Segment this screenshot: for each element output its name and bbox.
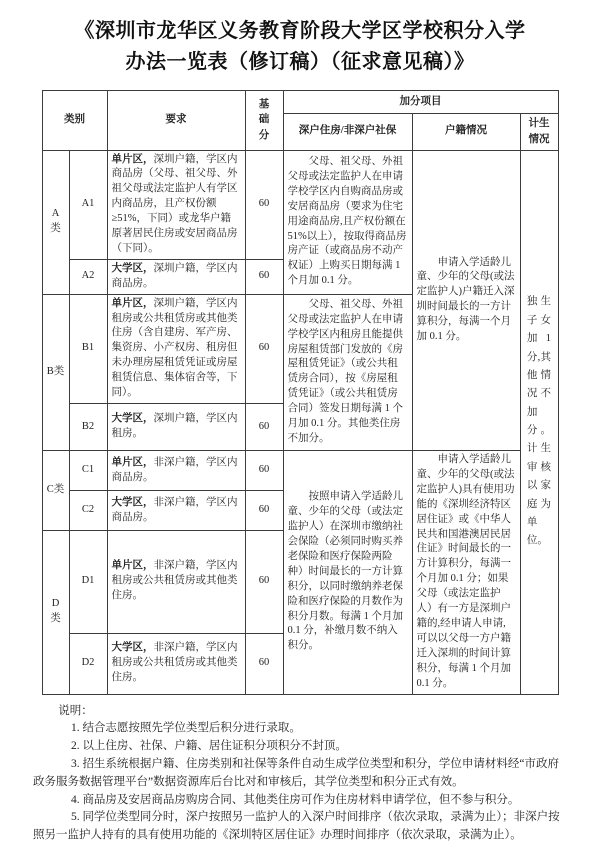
hukou-cell-CD: 申请入学适龄儿童、少年的父母(或法定监护人)具有使用功能的《深圳经济特区居住证》或《中华人民共和国港澳居民居住证》时间最长的一方计算积分，每满一个月加 0.1 分；如果父母（或法定监护人）有一方是深圳户籍的,经申请人申请,可以以父母一方户籍迁入深圳的时间计算积分，每满 1 个月加 0.1 分。 [412,451,520,695]
note-item-5: 5. 同学位类型同分时，深户按照另一监护人的入深户时间排序（依次录取，录满为止）；非深户按照另一监护人持有的具有使用功能的《深圳特区居住证》办理时间排序（依次录取，录满为止）。 [33,809,570,845]
requirement-text-C2: 非深户籍，学区内商品房。 [112,497,238,523]
family-planning-text: 独生子女加1分,其他情况不加分。计生审核以家庭为单位。 [527,293,551,550]
requirement-text-D1: 非深户籍，学区内租房或公共租赁房或其他类住房。 [112,560,238,601]
category-cell-C: C类 [42,451,69,531]
code-cell-D2: D2 [69,633,107,694]
requirement-cell-C2 [107,491,245,531]
base-score-cell-B1: 60 [245,294,283,403]
requirement-lead-C2: 大学区， [112,497,154,508]
social-insurance-cell-CD: 按照申请入学适龄儿童、少年的父母（或法定监护人）在深圳市缴纳社会保险（必须同时购买养老保险和医疗保险两险种）时间最长的一方计算积分，以同时缴纳养老保险和医疗保险的月数作为积分月数。每满 1 个月加 0.1 分，补缴月数不纳入积分。 [283,451,412,695]
note-item-2: 2. 以上住房、社保、户籍、居住证积分项积分不封顶。 [33,738,570,756]
category-cell-B: B类 [42,294,69,450]
table-header-row-1 [42,91,558,114]
requirement-lead-D2: 大学区， [112,642,154,653]
requirement-text-B1: 深圳户籍，学区内租房或公共租赁房或其他类住房（含自建房、军产房、集资房、小产权房、租房但未办理房屋租赁凭证或房屋租赁信息、集体宿舍等，下同）。 [112,298,238,398]
housing-cell-B: 父母、祖父母、外祖父母或法定监护人在申请学校学区内租房且能提供房屋租赁部门发放的《房屋租赁凭证》（或公共租赁房合同），按《房屋租赁凭证》（或公共租赁房合同）签发日期每满 1 个月加 0.1 分。其他类住房不加分。 [283,294,412,450]
notes-section [33,703,570,845]
base-score-cell-C2: 60 [245,491,283,531]
requirement-text-A1: 深圳户籍，学区内商品房（父母、祖父母、外祖父母或法定监护人有学区内商品房，且产权份额≥51%，下同）或龙华户籍原著居民住房或安居商品房（下同）。 [112,154,238,254]
requirement-lead-C1: 单片区， [112,457,154,468]
table-row-A1 [42,150,558,259]
requirement-cell-D1 [107,531,245,634]
header-base-score-text: 基础分 [257,97,270,144]
requirement-lead-D1: 单片区， [112,560,154,571]
category-cell-A: A类 [42,150,69,294]
base-score-cell-D2: 60 [245,633,283,694]
requirement-lead-A2: 大学区， [112,263,154,274]
code-cell-A2: A2 [69,259,107,294]
header-category: 类别 [42,91,107,151]
requirement-cell-B1 [107,294,245,403]
header-family-planning-text: 计生情况 [526,116,551,148]
code-cell-D1: D1 [69,531,107,634]
requirement-lead-A1: 单片区， [112,154,154,165]
requirement-cell-C1 [107,451,245,491]
requirement-cell-A1 [107,150,245,259]
base-score-cell-C1: 60 [245,451,283,491]
requirement-lead-B2: 大学区， [112,413,154,424]
base-score-cell-D1: 60 [245,531,283,634]
base-score-cell-B2: 60 [245,404,283,451]
family-planning-cell [520,150,558,694]
header-bonus-group: 加分项目 [283,91,558,114]
code-cell-A1: A1 [69,150,107,259]
note-item-3: 3. 招生系统根据户籍、住房类别和社保等条件自动生成学位类型和积分，学位申请材料经“市政府政务服务数据管理平台”数据资源库后台比对和审核后，其学位类型和积分正式有效。 [33,756,570,792]
header-hukou: 户籍情况 [412,114,520,151]
code-cell-C2: C2 [69,491,107,531]
requirement-cell-B2 [107,404,245,451]
header-requirement: 要求 [107,91,245,151]
requirement-text-B2: 深圳户籍，学区内租房。 [112,413,238,439]
requirement-cell-D2 [107,633,245,694]
code-cell-C1: C1 [69,451,107,491]
note-item-1: 1. 结合志愿按照先学位类型后积分进行录取。 [33,720,570,738]
document-page [0,16,600,743]
code-cell-B2: B2 [69,404,107,451]
requirement-text-A2: 深圳户籍，学区内商品房。 [112,263,238,289]
requirement-cell-A2 [107,259,245,294]
code-cell-B1: B1 [69,294,107,403]
category-cell-D: D类 [42,531,69,695]
hukou-cell-AB: 申请入学适龄儿童、少年的父母(或法定监护人)户籍迁入深圳时间最长的一方计算积分，每满一个月加 0.1 分。 [412,150,520,451]
points-table [42,90,559,695]
page-title: 《深圳市龙华区义务教育阶段大学区学校积分入学办法一览表（修订稿）（征求意见稿）》 [65,16,535,78]
notes-label: 说明： [33,703,570,721]
base-score-cell-A1: 60 [245,150,283,259]
header-housing-social: 深户住房/非深户社保 [283,114,412,151]
header-base-score [245,91,283,151]
base-score-cell-A2: 60 [245,259,283,294]
note-item-4: 4. 商品房及安居商品房购房合同、其他类住房可作为住房材料申请学位，但不参与积分。 [33,792,570,810]
table-row-C1 [42,451,558,491]
housing-cell-A: 父母、祖父母、外祖父母或法定监护人在申请学校学区内自购商品房或安居商品房（要求为住宅用途商品房,且产权份额在 51%以上），按取得商品房房产证（或商品房不动产权证）上购买日期每满 1 个月加 0.1 分。 [283,150,412,294]
header-family-planning [520,114,558,151]
requirement-lead-B1: 单片区， [112,298,154,309]
requirement-text-C1: 非深户籍，学区内商品房。 [112,457,238,483]
requirement-text-D2: 非深户籍，学区内租房或公共租赁房或其他类住房。 [112,642,238,683]
